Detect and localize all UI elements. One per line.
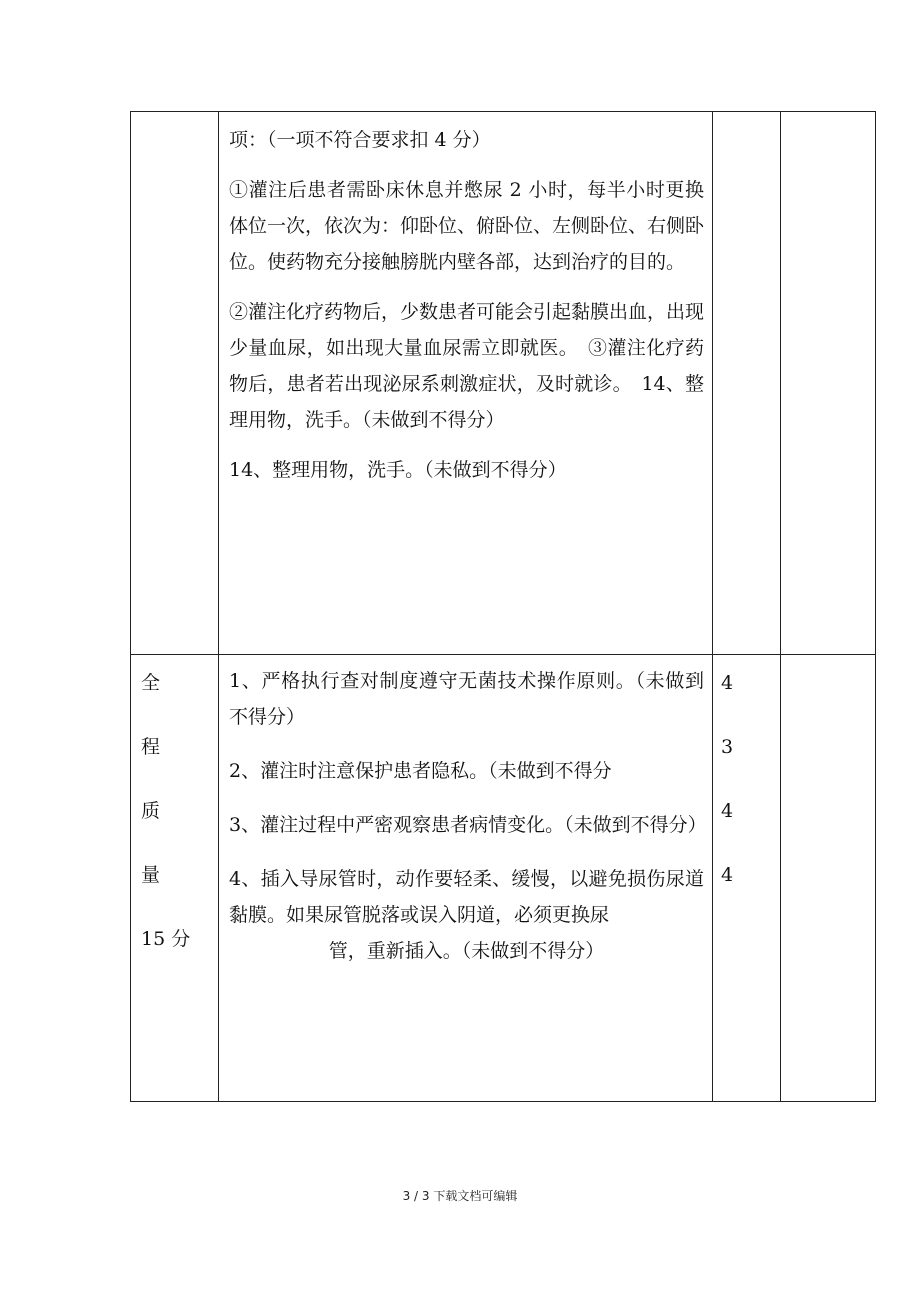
item-text: 4、插入导尿管时，动作要轻柔、缓慢，以避免损伤尿道黏膜。如果尿管脱落或误入阴道，必须更换尿 <box>229 868 704 926</box>
table-row <box>131 655 876 1102</box>
item-text: 14、整理用物，洗手。（未做到不得分） <box>229 459 567 481</box>
category-char: 质 <box>141 800 161 822</box>
score-value: 3 <box>721 736 734 758</box>
item-text: 3、灌注过程中严密观察患者病情变化。（未做到不得分） <box>229 814 707 836</box>
category-char: 程 <box>141 736 161 758</box>
item-text: 1、严格执行查对制度遵守无菌技术操作原则。（未做到不得分） <box>229 670 704 728</box>
table-row <box>131 112 876 655</box>
item-text: 2、灌注时注意保护患者隐私。（未做到不得分 <box>229 760 612 782</box>
score-cell-empty <box>713 112 781 655</box>
category-cell-empty <box>131 112 219 655</box>
page-footer: 3 / 3 下载文档可编辑 <box>402 1189 518 1203</box>
deduction-cell-empty <box>781 655 876 1102</box>
score-cell <box>713 655 781 1102</box>
item-text: ②灌注化疗药物后，少数患者可能会引起黏膜出血，出现少量血尿，如出现大量血尿需立即就医。 ③灌注化疗药物后，患者若出现泌尿系刺激症状，及时就诊。 14、整理用物，洗手。（未做到不得分） <box>229 301 705 431</box>
category-cell <box>131 655 219 1102</box>
item-text: ①灌注后患者需卧床休息并憋尿 2 小时，每半小时更换体位一次，依次为：仰卧位、俯卧位、左侧卧位、右侧卧位。使药物充分接触膀胱内壁各部，达到治疗的目的。 <box>229 179 705 273</box>
item-text: 项：（一项不符合要求扣 4 分） <box>229 129 491 151</box>
deduction-cell-empty <box>781 112 876 655</box>
scoring-table <box>130 111 876 1102</box>
category-char: 量 <box>141 864 161 886</box>
category-points: 15 分 <box>141 928 191 950</box>
content-cell <box>219 655 713 1102</box>
score-value: 4 <box>721 672 734 694</box>
item-text: 管，重新插入。（未做到不得分） <box>328 940 605 962</box>
score-value: 4 <box>721 864 734 886</box>
category-char: 全 <box>141 672 161 694</box>
score-value: 4 <box>721 800 734 822</box>
content-cell <box>219 112 713 655</box>
